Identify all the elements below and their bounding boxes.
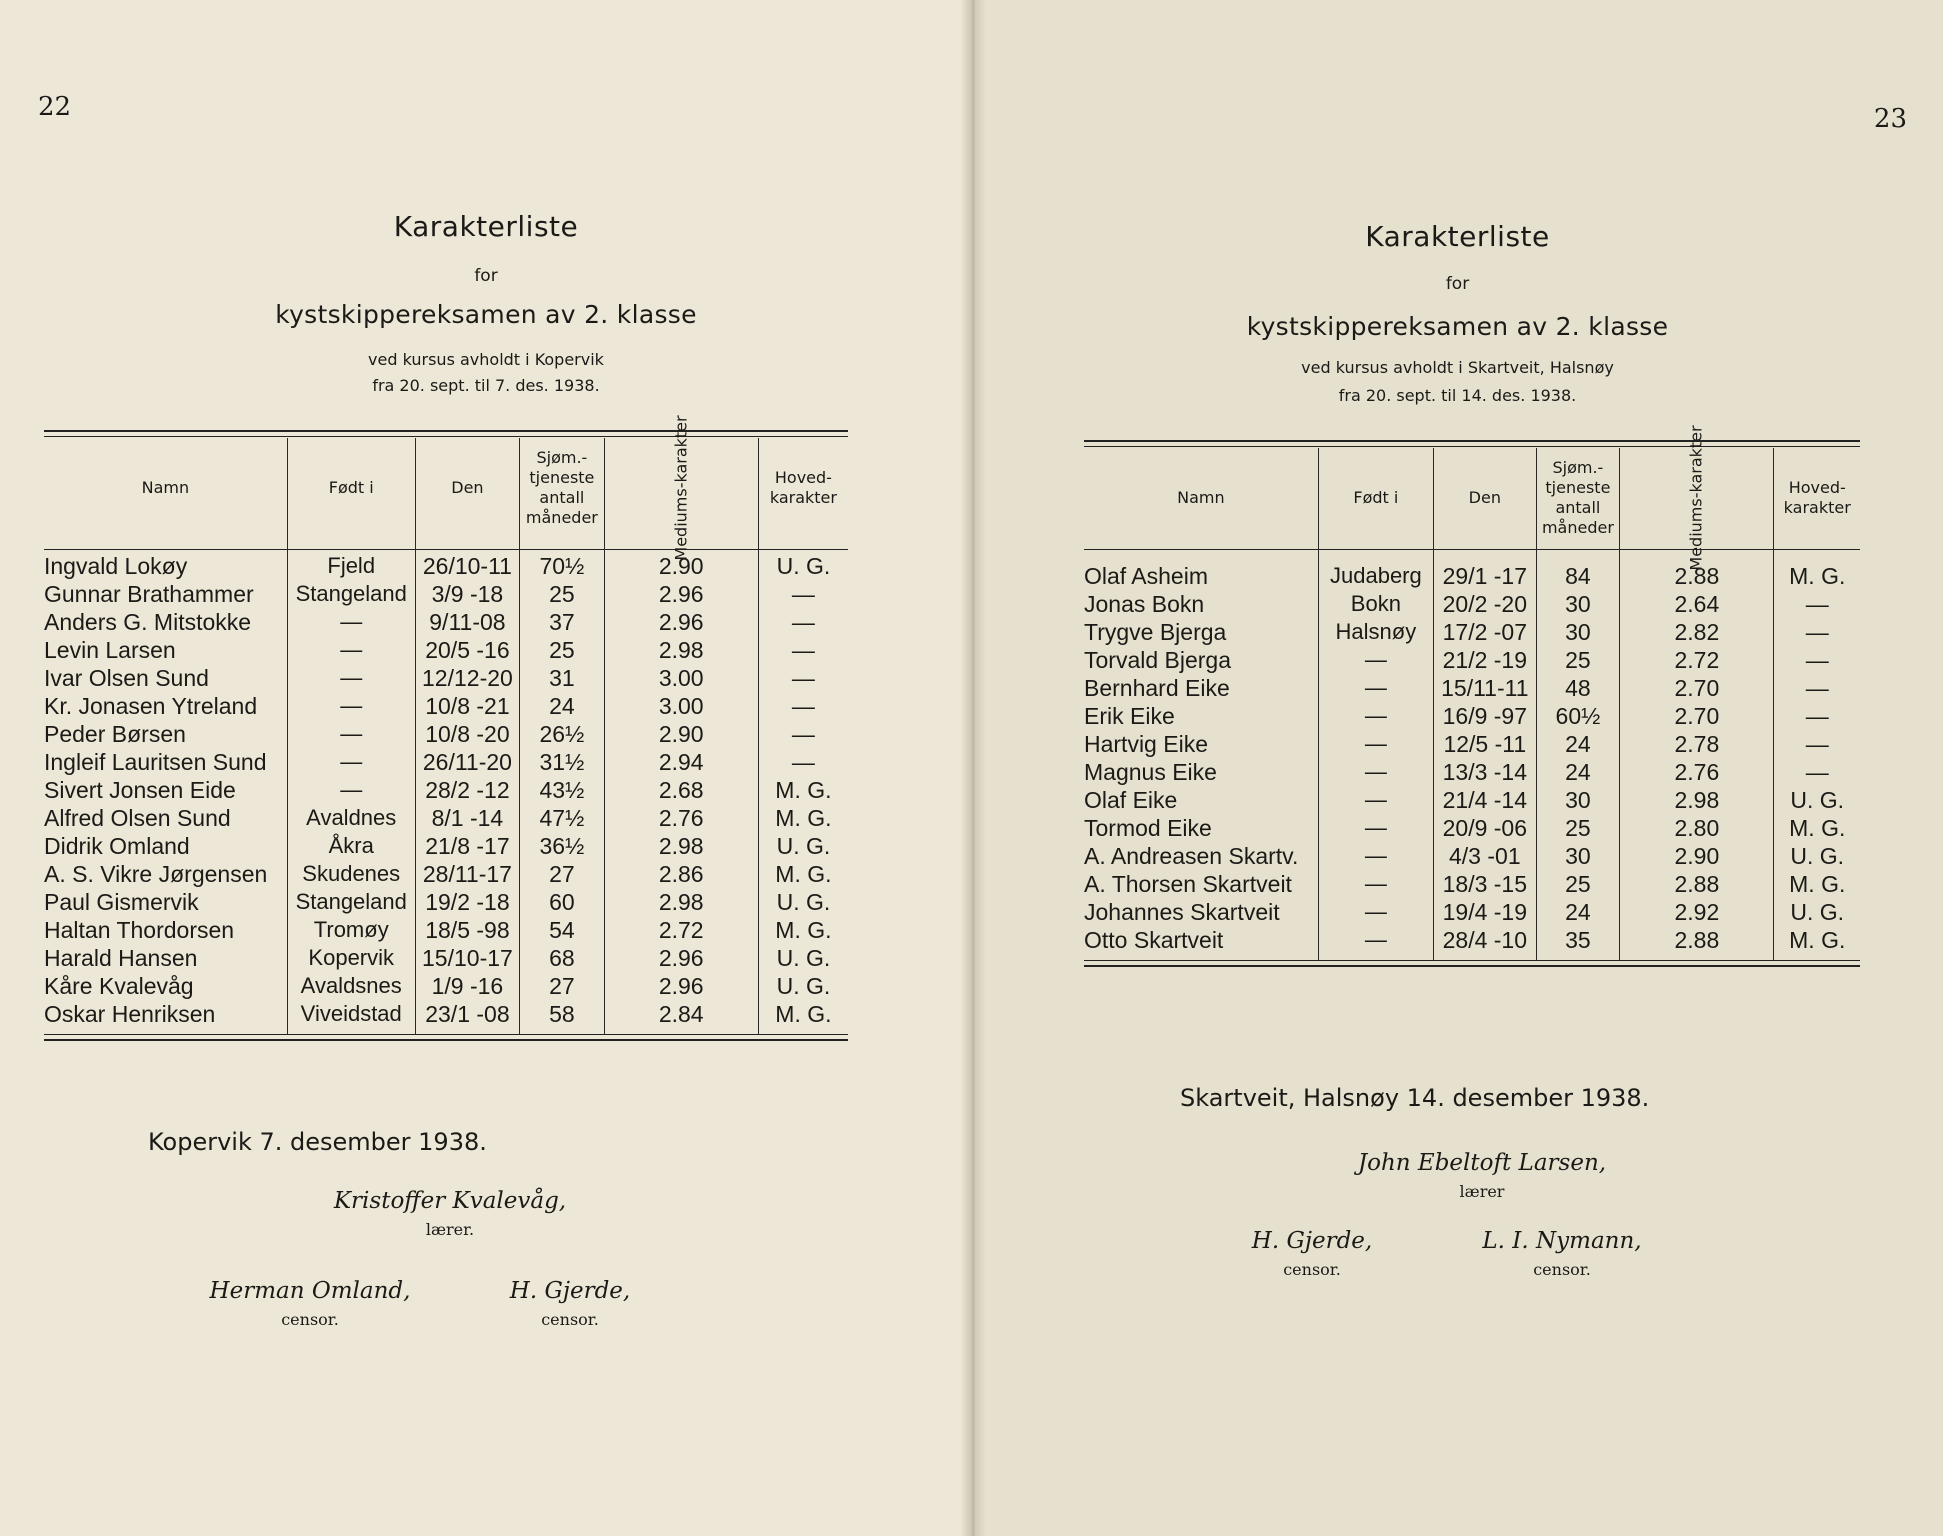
cell-sea-service-months: 27 <box>520 972 604 1000</box>
cell-name: Gunnar Brathammer <box>44 581 254 607</box>
cell-date: 19/4 -19 <box>1434 898 1537 926</box>
table-row <box>1084 898 1860 926</box>
cell-sea-service-months: 30 <box>1536 618 1620 646</box>
col-header-main-grade <box>1774 448 1860 548</box>
table-row <box>44 1000 848 1034</box>
cell-name: Sivert Jonsen Eide <box>44 777 236 803</box>
cell-medium-grade: 2.76 <box>604 804 758 832</box>
cell-born-in: — <box>1318 646 1433 674</box>
cell-main-grade: — <box>1774 758 1860 786</box>
cell-name: Erik Eike <box>1084 703 1175 729</box>
cell-medium-grade: 2.98 <box>604 636 758 664</box>
table-row <box>44 972 848 1000</box>
cell-sea-service-months: 31 <box>520 664 604 692</box>
cell-name: A. Andreasen Skartv. <box>1084 843 1299 869</box>
cell-born-in: Bokn <box>1318 590 1433 618</box>
cell-main-grade: M. G. <box>1774 814 1860 842</box>
cell-born-in: — <box>287 636 415 664</box>
cell-date: 28/11-17 <box>415 860 520 888</box>
table-row <box>44 720 848 748</box>
cell-name: Haltan Thordorsen <box>44 917 235 943</box>
main-grade-line2: karakter <box>769 488 837 507</box>
cell-medium-grade: 2.68 <box>604 776 758 804</box>
title-for: for <box>474 266 498 286</box>
cell-date: 15/10-17 <box>415 944 520 972</box>
teacher-role: lærer. <box>425 1220 475 1239</box>
cell-born-in: — <box>1318 898 1433 926</box>
table-bottom-rule <box>1084 960 1860 967</box>
cell-date: 21/8 -17 <box>415 832 520 860</box>
place-date: Skartveit, Halsnøy 14. desember 1938. <box>1180 1084 1650 1112</box>
cell-name: Tormod Eike <box>1084 815 1212 841</box>
cell-sea-service-months: 54 <box>520 916 604 944</box>
table-row <box>44 776 848 804</box>
cell-name: Bernhard Eike <box>1084 675 1230 701</box>
cell-main-grade: — <box>1774 646 1860 674</box>
cell-date: 8/1 -14 <box>415 804 520 832</box>
cell-born-in: — <box>1318 702 1433 730</box>
cell-main-grade: M. G. <box>1774 926 1860 960</box>
col-header-name: Namn <box>141 478 190 497</box>
grade-table <box>1084 425 1860 960</box>
medium-grade-label: Mediums-karakter <box>671 415 691 561</box>
cell-born-in: Stangeland <box>287 580 415 608</box>
cell-name: Torvald Bjerga <box>1084 647 1232 673</box>
cell-sea-service-months: 47½ <box>520 804 604 832</box>
cell-date: 1/9 -16 <box>415 972 520 1000</box>
cell-name: Ingleif Lauritsen Sund <box>44 749 267 775</box>
cell-born-in: — <box>1318 758 1433 786</box>
title-for: for <box>1445 274 1470 294</box>
cell-main-grade: U. G. <box>758 972 848 1000</box>
cell-date: 13/3 -14 <box>1434 758 1537 786</box>
signature-censor-1 <box>190 1278 430 1329</box>
main-grade-line1: Hoved- <box>774 468 832 487</box>
cell-main-grade: — <box>1774 618 1860 646</box>
cell-name: Kr. Jonasen Ytreland <box>44 693 258 719</box>
cell-born-in: Fjeld <box>287 538 415 580</box>
table-row <box>1084 814 1860 842</box>
cell-date: 26/11-20 <box>415 748 520 776</box>
cell-main-grade: — <box>758 636 848 664</box>
grade-table <box>44 415 848 1034</box>
cell-sea-service-months: 36½ <box>520 832 604 860</box>
cell-main-grade: — <box>1774 674 1860 702</box>
page-number: 23 <box>1873 104 1907 134</box>
table-bottom-rule <box>44 1034 848 1041</box>
cell-name: Ivar Olsen Sund <box>44 665 209 691</box>
cell-name: Magnus Eike <box>1084 759 1217 785</box>
table-row <box>1084 590 1860 618</box>
medium-grade-label: Mediums-karakter <box>1686 425 1706 571</box>
cell-born-in: — <box>287 664 415 692</box>
cell-date: 15/11-11 <box>1434 674 1537 702</box>
table-row <box>44 538 848 580</box>
cell-born-in: Stangeland <box>287 888 415 916</box>
col-header-born-in: Født i <box>287 438 415 538</box>
cell-date: 16/9 -97 <box>1434 702 1537 730</box>
cell-born-in: — <box>1318 730 1433 758</box>
cell-medium-grade: 2.80 <box>1620 814 1774 842</box>
cell-sea-service-months: 30 <box>1536 842 1620 870</box>
cell-sea-service-months: 60½ <box>1536 702 1620 730</box>
cell-name: Johannes Skartveit <box>1084 899 1280 925</box>
table-top-rule <box>44 430 848 437</box>
cell-born-in: Halsnøy <box>1318 618 1433 646</box>
sea-service-line4: måneder <box>525 508 598 527</box>
cell-sea-service-months: 25 <box>1536 646 1620 674</box>
cell-main-grade: U. G. <box>758 538 848 580</box>
teacher-name: Kristoffer Kvalevåg, <box>333 1188 567 1214</box>
cell-medium-grade: 2.90 <box>1620 842 1774 870</box>
cell-medium-grade: 2.84 <box>604 1000 758 1034</box>
cell-medium-grade: 2.82 <box>1620 618 1774 646</box>
cell-born-in: — <box>1318 842 1433 870</box>
cell-name: A. Thorsen Skartveit <box>1084 871 1292 897</box>
cell-name: Oskar Henriksen <box>44 1001 216 1027</box>
cell-name: Alfred Olsen Sund <box>44 805 231 831</box>
col-header-date: Den <box>1434 448 1537 548</box>
table-row <box>1084 730 1860 758</box>
cell-main-grade: M. G. <box>1774 870 1860 898</box>
col-header-medium-grade <box>1620 425 1774 571</box>
cell-date: 28/2 -12 <box>415 776 520 804</box>
cell-sea-service-months: 35 <box>1536 926 1620 960</box>
cell-main-grade: M. G. <box>1774 548 1860 590</box>
censor2-name: H. Gjerde, <box>509 1278 631 1304</box>
table-row <box>44 888 848 916</box>
cell-main-grade: — <box>758 720 848 748</box>
table-row <box>44 860 848 888</box>
cell-name: Ingvald Lokøy <box>44 553 188 579</box>
cell-medium-grade: 2.98 <box>604 888 758 916</box>
table-row <box>1084 758 1860 786</box>
main-grade-line2: karakter <box>1783 498 1851 517</box>
cell-main-grade: U. G. <box>758 944 848 972</box>
cell-born-in: Avaldnes <box>287 804 415 832</box>
cell-medium-grade: 2.64 <box>1620 590 1774 618</box>
cell-sea-service-months: 25 <box>520 636 604 664</box>
cell-medium-grade: 2.72 <box>1620 646 1774 674</box>
course-location: ved kursus avholdt i Kopervik <box>368 350 604 369</box>
cell-born-in: Avaldsnes <box>287 972 415 1000</box>
cell-main-grade: — <box>758 580 848 608</box>
cell-name: Olaf Eike <box>1084 787 1178 813</box>
censor2-name: L. I. Nymann, <box>1482 1228 1642 1254</box>
exam-title: kystskippereksamen av 2. klasse <box>1246 312 1669 341</box>
cell-sea-service-months: 25 <box>1536 870 1620 898</box>
cell-sea-service-months: 25 <box>1536 814 1620 842</box>
cell-medium-grade: 2.92 <box>1620 898 1774 926</box>
cell-date: 20/2 -20 <box>1434 590 1537 618</box>
table-row <box>44 804 848 832</box>
signature-censor-2 <box>470 1278 670 1329</box>
cell-date: 20/9 -06 <box>1434 814 1537 842</box>
page-title: Karakterliste <box>393 210 579 243</box>
cell-medium-grade: 2.88 <box>1620 548 1774 590</box>
signature-censor-1 <box>1192 1228 1432 1279</box>
signature-teacher <box>1322 1150 1642 1201</box>
cell-name: Jonas Bokn <box>1084 591 1205 617</box>
sea-service-line4: måneder <box>1541 518 1614 537</box>
cell-main-grade: — <box>1774 702 1860 730</box>
cell-medium-grade: 3.00 <box>604 664 758 692</box>
table-row <box>44 832 848 860</box>
cell-born-in: — <box>287 748 415 776</box>
cell-sea-service-months: 68 <box>520 944 604 972</box>
sea-service-line2: tjeneste <box>529 468 595 487</box>
cell-sea-service-months: 26½ <box>520 720 604 748</box>
table-row <box>1084 702 1860 730</box>
main-grade-line1: Hoved- <box>1788 478 1846 497</box>
cell-sea-service-months: 31½ <box>520 748 604 776</box>
page-number: 22 <box>38 92 72 122</box>
cell-main-grade: M. G. <box>758 860 848 888</box>
cell-medium-grade: 2.96 <box>604 608 758 636</box>
sea-service-line3: antall <box>539 488 585 507</box>
sea-service-line1: Sjøm.- <box>536 448 588 467</box>
table-row <box>1084 674 1860 702</box>
cell-main-grade: — <box>758 664 848 692</box>
cell-date: 9/11-08 <box>415 608 520 636</box>
cell-name: A. S. Vikre Jørgensen <box>44 861 268 887</box>
cell-born-in: — <box>287 776 415 804</box>
cell-sea-service-months: 84 <box>1536 548 1620 590</box>
cell-medium-grade: 2.76 <box>1620 758 1774 786</box>
cell-name: Didrik Omland <box>44 833 190 859</box>
col-header-medium-grade <box>604 415 758 561</box>
cell-sea-service-months: 30 <box>1536 786 1620 814</box>
cell-main-grade: U. G. <box>1774 786 1860 814</box>
cell-date: 18/5 -98 <box>415 916 520 944</box>
table-row <box>1084 926 1860 960</box>
sea-service-line3: antall <box>1555 498 1601 517</box>
table-row <box>1084 548 1860 590</box>
course-dates: fra 20. sept. til 7. des. 1938. <box>372 376 600 395</box>
cell-medium-grade: 2.96 <box>604 944 758 972</box>
table-row <box>44 664 848 692</box>
signature-censor-2 <box>1442 1228 1682 1279</box>
cell-born-in: Kopervik <box>287 944 415 972</box>
censor1-role: censor. <box>1283 1260 1341 1279</box>
cell-date: 3/9 -18 <box>415 580 520 608</box>
cell-name: Otto Skartveit <box>1084 927 1224 953</box>
cell-main-grade: U. G. <box>758 888 848 916</box>
table-row <box>44 748 848 776</box>
censor2-role: censor. <box>1533 1260 1591 1279</box>
cell-sea-service-months: 24 <box>1536 758 1620 786</box>
cell-main-grade: M. G. <box>758 804 848 832</box>
cell-name: Trygve Bjerga <box>1084 619 1227 645</box>
cell-date: 10/8 -21 <box>415 692 520 720</box>
cell-medium-grade: 2.96 <box>604 972 758 1000</box>
table-row <box>44 916 848 944</box>
col-header-date: Den <box>415 438 520 538</box>
cell-born-in: Viveidstad <box>287 1000 415 1034</box>
cell-medium-grade: 2.96 <box>604 580 758 608</box>
cell-medium-grade: 2.78 <box>1620 730 1774 758</box>
cell-medium-grade: 2.86 <box>604 860 758 888</box>
cell-date: 21/4 -14 <box>1434 786 1537 814</box>
cell-date: 12/5 -11 <box>1434 730 1537 758</box>
cell-sea-service-months: 37 <box>520 608 604 636</box>
cell-name: Paul Gismervik <box>44 889 199 915</box>
table-row <box>44 692 848 720</box>
cell-medium-grade: 2.90 <box>604 720 758 748</box>
cell-name: Anders G. Mitstokke <box>44 609 252 635</box>
cell-sea-service-months: 70½ <box>520 538 604 580</box>
cell-date: 26/10-11 <box>415 538 520 580</box>
col-header-sea-service <box>1536 448 1620 548</box>
table-row <box>1084 786 1860 814</box>
table-row <box>1084 842 1860 870</box>
course-location: ved kursus avholdt i Skartveit, Halsnøy <box>1301 358 1614 377</box>
cell-main-grade: U. G. <box>1774 842 1860 870</box>
cell-main-grade: — <box>1774 590 1860 618</box>
cell-born-in: Tromøy <box>287 916 415 944</box>
book-gutter-shadow <box>960 0 986 1536</box>
cell-medium-grade: 3.00 <box>604 692 758 720</box>
censor2-role: censor. <box>541 1310 599 1329</box>
cell-medium-grade: 2.98 <box>1620 786 1774 814</box>
col-header-main-grade <box>758 438 848 538</box>
cell-date: 28/4 -10 <box>1434 926 1537 960</box>
cell-main-grade: U. G. <box>758 832 848 860</box>
cell-born-in: Skudenes <box>287 860 415 888</box>
cell-date: 17/2 -07 <box>1434 618 1537 646</box>
cell-sea-service-months: 60 <box>520 888 604 916</box>
col-header-name: Namn <box>1177 488 1225 507</box>
table-row <box>1084 870 1860 898</box>
cell-date: 23/1 -08 <box>415 1000 520 1034</box>
cell-medium-grade: 2.70 <box>1620 674 1774 702</box>
table-row <box>44 944 848 972</box>
cell-main-grade: M. G. <box>758 916 848 944</box>
cell-date: 21/2 -19 <box>1434 646 1537 674</box>
signature-teacher <box>300 1188 600 1239</box>
cell-born-in: — <box>287 608 415 636</box>
cell-born-in: Åkra <box>287 832 415 860</box>
cell-born-in: — <box>287 692 415 720</box>
cell-main-grade: — <box>758 748 848 776</box>
cell-main-grade: M. G. <box>758 776 848 804</box>
teacher-name: John Ebeltoft Larsen, <box>1357 1150 1607 1176</box>
cell-sea-service-months: 24 <box>1536 898 1620 926</box>
cell-name: Olaf Asheim <box>1084 563 1208 589</box>
table-row <box>44 580 848 608</box>
right-page <box>972 0 1943 1536</box>
cell-sea-service-months: 27 <box>520 860 604 888</box>
cell-born-in: — <box>1318 870 1433 898</box>
cell-main-grade: U. G. <box>1774 898 1860 926</box>
cell-date: 4/3 -01 <box>1434 842 1537 870</box>
col-header-born-in: Født i <box>1318 448 1433 548</box>
cell-main-grade: — <box>758 608 848 636</box>
cell-medium-grade: 2.94 <box>604 748 758 776</box>
censor1-name: H. Gjerde, <box>1251 1228 1373 1254</box>
table-top-rule <box>1084 440 1860 447</box>
cell-born-in: — <box>287 720 415 748</box>
cell-medium-grade: 2.88 <box>1620 870 1774 898</box>
table-row <box>44 608 848 636</box>
table-row <box>1084 646 1860 674</box>
cell-name: Peder Børsen <box>44 721 186 747</box>
course-dates: fra 20. sept. til 14. des. 1938. <box>1338 386 1577 405</box>
exam-title: kystskippereksamen av 2. klasse <box>275 300 697 329</box>
cell-medium-grade: 2.88 <box>1620 926 1774 960</box>
cell-sea-service-months: 25 <box>520 580 604 608</box>
teacher-role: lærer <box>1459 1182 1505 1201</box>
cell-medium-grade: 2.70 <box>1620 702 1774 730</box>
cell-sea-service-months: 48 <box>1536 674 1620 702</box>
cell-sea-service-months: 24 <box>520 692 604 720</box>
cell-name: Hartvig Eike <box>1084 731 1208 757</box>
cell-main-grade: M. G. <box>758 1000 848 1034</box>
cell-main-grade: — <box>758 692 848 720</box>
cell-name: Harald Hansen <box>44 945 198 971</box>
cell-born-in: — <box>1318 926 1433 960</box>
sea-service-line2: tjeneste <box>1545 478 1611 497</box>
sea-service-line1: Sjøm.- <box>1552 458 1604 477</box>
censor1-role: censor. <box>281 1310 339 1329</box>
cell-born-in: — <box>1318 674 1433 702</box>
table-row <box>1084 618 1860 646</box>
page-title: Karakterliste <box>1365 220 1550 253</box>
place-date: Kopervik 7. desember 1938. <box>148 1128 487 1156</box>
cell-medium-grade: 2.98 <box>604 832 758 860</box>
cell-date: 12/12-20 <box>415 664 520 692</box>
cell-main-grade: — <box>1774 730 1860 758</box>
censor1-name: Herman Omland, <box>209 1278 411 1304</box>
cell-sea-service-months: 58 <box>520 1000 604 1034</box>
cell-date: 29/1 -17 <box>1434 548 1537 590</box>
col-header-sea-service <box>520 438 604 538</box>
cell-sea-service-months: 43½ <box>520 776 604 804</box>
cell-sea-service-months: 30 <box>1536 590 1620 618</box>
cell-name: Kåre Kvalevåg <box>44 973 194 999</box>
cell-born-in: — <box>1318 814 1433 842</box>
cell-medium-grade: 2.72 <box>604 916 758 944</box>
cell-born-in: Judaberg <box>1318 548 1433 590</box>
cell-date: 18/3 -15 <box>1434 870 1537 898</box>
cell-date: 10/8 -20 <box>415 720 520 748</box>
cell-date: 20/5 -16 <box>415 636 520 664</box>
cell-date: 19/2 -18 <box>415 888 520 916</box>
cell-medium-grade: 2.90 <box>604 538 758 580</box>
cell-sea-service-months: 24 <box>1536 730 1620 758</box>
table-row <box>44 636 848 664</box>
cell-born-in: — <box>1318 786 1433 814</box>
cell-name: Levin Larsen <box>44 637 176 663</box>
